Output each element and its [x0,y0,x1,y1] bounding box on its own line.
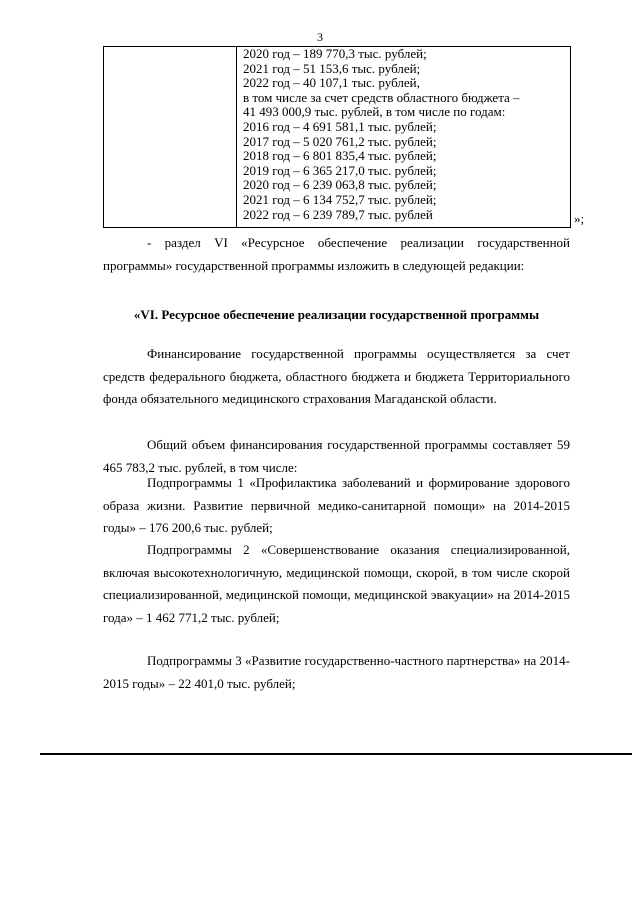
body-paragraph: Подпрограммы 1 «Профилактика заболеваний и формирование здорового образа жизни. Развитие первичной медико-санитарной помощи» на 2014-2015 годы» – 176 200,6 тыс. рублей; [103,475,570,535]
body-paragraph: Финансирование государственной программы осуществляется за счет средств федерального бюджета, областного бюджета и бюджета Территориального фонда обязательного медицинского страхования Магаданской области. [103,346,570,406]
table-column-divider [236,47,237,227]
table-line: 2021 год – 51 153,6 тыс. рублей; [243,60,421,76]
table-funding-cell [243,47,568,222]
table-line: 2021 год – 6 134 752,7 тыс. рублей; [243,191,437,207]
body-paragraph: Общий объем финансирования государственной программы составляет 59 465 783,2 тыс. рублей, в том числе: [103,437,570,475]
table-line: 2016 год – 4 691 581,1 тыс. рублей; [243,118,437,134]
intro-paragraph: - раздел VI «Ресурсное обеспечение реализации государственной программы» государственной программы изложить в следующей редакции: [103,235,570,273]
page-bottom-rule [40,753,632,755]
table-line: в том числе за счет средств областного бюджета – [243,89,520,105]
body-paragraph: Подпрограммы 2 «Совершенствование оказания специализированной, включая высокотехнологичную, медицинской помощи, скорой, в том числе скорой специализированной, медицинской помощи, медицинской эвакуации» на 2014-2015 года» – 1 462 771,2 тыс. рублей; [103,542,570,625]
section-heading: «VI. Ресурсное обеспечение реализации государственной программы [133,307,540,322]
page-number: 3 [317,30,323,44]
table-line: 2022 год – 40 107,1 тыс. рублей, [243,75,420,91]
table-line: 2018 год – 6 801 835,4 тыс. рублей; [243,148,437,164]
table-line: 2019 год – 6 365 217,0 тыс. рублей; [243,162,437,178]
table-line: 2022 год – 6 239 789,7 тыс. рублей [243,206,433,222]
funding-table-continuation [103,46,571,228]
table-line: 41 493 000,9 тыс. рублей, в том числе по годам: [243,104,506,120]
body-paragraph: Подпрограммы 3 «Развитие государственно-частного партнерства» на 2014-2015 годы» – 22 401,0 тыс. рублей; [103,653,570,691]
table-closing-quote: »; [574,211,585,226]
table-line: 2017 год – 5 020 761,2 тыс. рублей; [243,133,437,149]
table-line: 2020 год – 189 770,3 тыс. рублей; [243,46,427,61]
table-line: 2020 год – 6 239 063,8 тыс. рублей; [243,177,437,193]
